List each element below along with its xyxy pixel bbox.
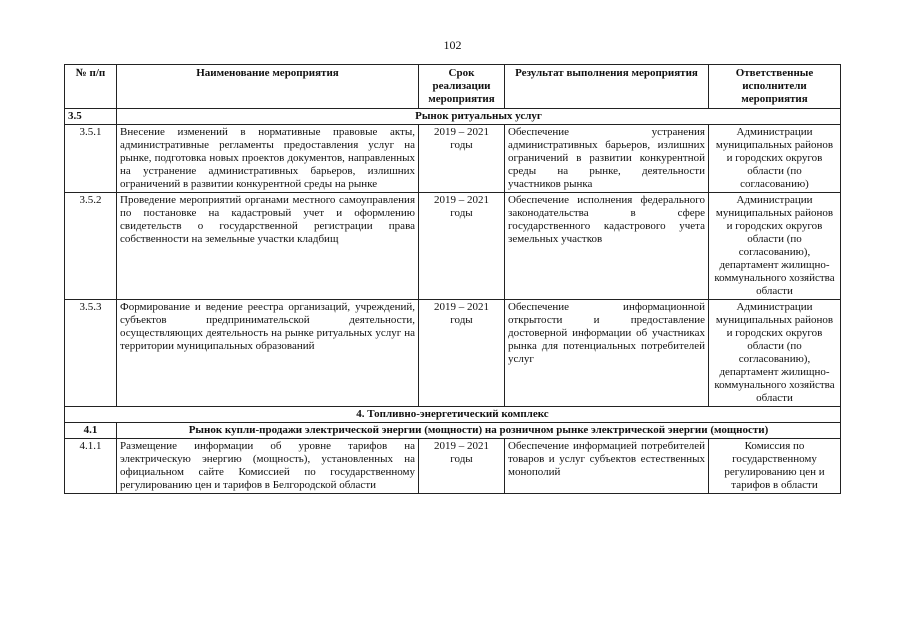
activity-result: Обеспечение информационной открытости и предоставление достоверной информации об участниках рынка для потенциальных потребителей услуг (505, 300, 709, 407)
section-title: Рынок купли-продажи электрической энергии (мощности) на розничном рынке электрической энергии (мощности) (117, 423, 841, 439)
header-result: Результат выполнения мероприятия (505, 65, 709, 109)
table-header-row (65, 65, 841, 109)
activity-result: Обеспечение исполнения федерального законодательства в сфере государственного кадастрового учета земельных участков (505, 193, 709, 300)
header-responsible: Ответственные исполнители мероприятия (709, 65, 841, 109)
activity-responsible: Комиссия по государственному регулированию цен и тарифов в области (709, 439, 841, 494)
activity-responsible: Администрации муниципальных районов и городских округов области (по согласованию), департамент жилищно-коммунального хозяйства области (709, 193, 841, 300)
page-number: 102 (443, 38, 462, 52)
activities-table (64, 64, 841, 494)
header-num: № п/п (65, 65, 117, 109)
activity-name: Размещение информации об уровне тарифов на электрическую энергию (мощность), установленных на официальном сайте Комиссией по государственному регулированию цен и тарифов в Белгородской области (117, 439, 419, 494)
activity-result: Обеспечение информацией потребителей товаров и услуг субъектов естественных монополий (505, 439, 709, 494)
table-row (65, 300, 841, 407)
header-term: Срок реализации мероприятия (419, 65, 505, 109)
table-row (65, 125, 841, 193)
activity-term: 2019 – 2021 годы (419, 125, 505, 193)
table-row (65, 439, 841, 494)
activity-term: 2019 – 2021 годы (419, 193, 505, 300)
row-number: 3.5.3 (65, 300, 117, 407)
row-number: 3.5.2 (65, 193, 117, 300)
activity-result: Обеспечение устранения административных барьеров, излишних ограничений в развитии конкурентной среды на рынке, деятельности участников рынка (505, 125, 709, 193)
chapter-title: 4. Топливно-энергетический комплекс (65, 407, 841, 423)
section-row (65, 423, 841, 439)
section-number: 3.5 (65, 109, 117, 125)
row-number: 3.5.1 (65, 125, 117, 193)
activity-name: Внесение изменений в нормативные правовые акты, административные регламенты предоставления услуг на рынке, подготовка новых проектов документов, направленных на устранение административных барьеров, излишних ограничений в развитии конкурентной среды на рынке (117, 125, 419, 193)
section-title: Рынок ритуальных услуг (117, 109, 841, 125)
section-row (65, 109, 841, 125)
activity-name: Формирование и ведение реестра организаций, учреждений, субъектов предпринимательской деятельности, осуществляющих деятельность на рынке ритуальных услуг на территории муниципальных образований (117, 300, 419, 407)
chapter-row (65, 407, 841, 423)
header-name: Наименование мероприятия (117, 65, 419, 109)
section-number: 4.1 (65, 423, 117, 439)
activity-responsible: Администрации муниципальных районов и городских округов области (по согласованию) (709, 125, 841, 193)
activity-term: 2019 – 2021 годы (419, 300, 505, 407)
activity-name: Проведение мероприятий органами местного самоуправления по постановке на кадастровый учет и оформлению свидетельств о государственной регистрации права собственности на земельные участки кладбищ (117, 193, 419, 300)
row-number: 4.1.1 (65, 439, 117, 494)
activity-responsible: Администрации муниципальных районов и городских округов области (по согласованию), департамент жилищно-коммунального хозяйства области (709, 300, 841, 407)
activity-term: 2019 – 2021 годы (419, 439, 505, 494)
table-row (65, 193, 841, 300)
